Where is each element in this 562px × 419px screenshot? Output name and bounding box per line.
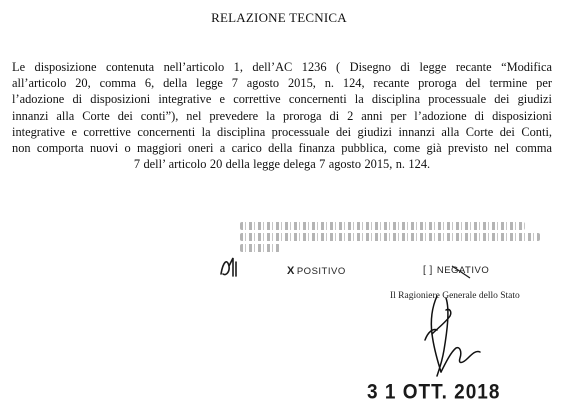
body-paragraph bbox=[12, 59, 552, 172]
date-stamp: 3 1 OTT. 2018 bbox=[367, 381, 501, 405]
verification-stamp-text bbox=[240, 222, 540, 252]
stamp-line bbox=[240, 244, 280, 252]
title-text: RELAZIONE TECNICA bbox=[211, 10, 347, 25]
negative-label: NEGATIVO bbox=[436, 265, 490, 276]
negative-option bbox=[423, 265, 489, 276]
stamp-line bbox=[240, 222, 525, 230]
positive-option bbox=[287, 265, 346, 277]
handwritten-initials bbox=[221, 258, 236, 276]
document-title bbox=[0, 10, 562, 26]
body-line: all’articolo 20, comma 6, della legge 7 agosto 2015, n. 124, recante proroga del termine per bbox=[12, 76, 552, 91]
signer-label: Il Ragioniere Generale dello Stato bbox=[390, 291, 520, 301]
signature bbox=[425, 296, 480, 376]
body-line: Le disposizione contenuta nell’articolo 1, dell’AC 1236 ( Disegno di legge recante “Modifica bbox=[12, 60, 552, 74]
body-line: integrative e correttive concernenti la disciplina processuale dei giudizi innanzi alla Corte dei Conti, bbox=[12, 124, 552, 139]
empty-checkbox-mark: [ ] bbox=[423, 265, 433, 276]
stamp-line bbox=[240, 233, 540, 241]
body-line: 7 dell’ articolo 20 della legge delega 7 agosto 2015, n. 124. bbox=[133, 157, 431, 172]
selection-x-mark: X bbox=[287, 265, 295, 277]
body-line: innanzi alla Corte dei conti”), nel prevedere la proroga di 2 anni per l’adozione di disposizioni bbox=[12, 108, 552, 123]
body-line: non comporta nuovi o maggiori oneri a carico della finanza pubblica, come già previsto nel comma bbox=[12, 141, 552, 156]
body-line: l’adozione di disposizioni integrative e correttive concernenti la disciplina processuale dei giudizi bbox=[12, 92, 552, 107]
positive-label: POSITIVO bbox=[296, 266, 346, 277]
